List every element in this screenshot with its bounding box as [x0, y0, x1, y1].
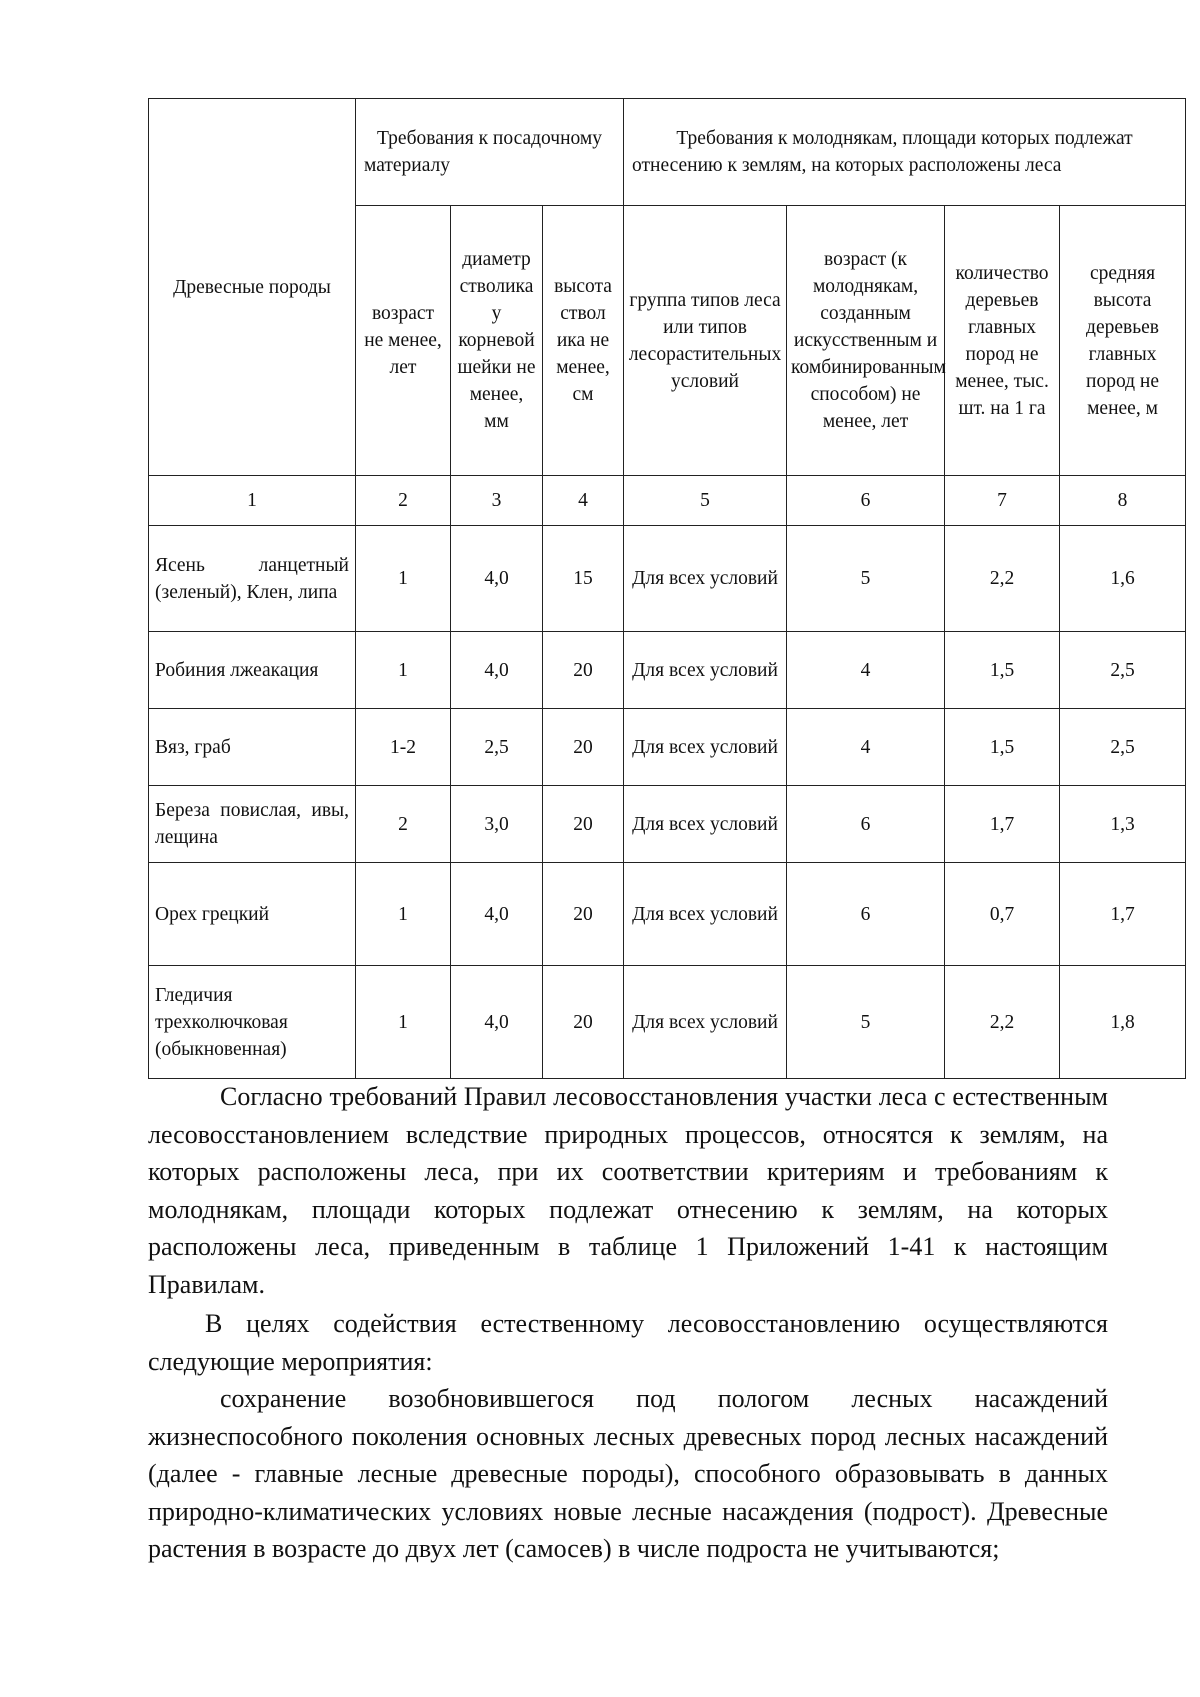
forest-group-cell: Для всех условий	[624, 526, 787, 632]
avg-height-cell: 1,6	[1060, 526, 1186, 632]
column-number: 2	[356, 476, 451, 526]
subheader-avg-height: средняя высота деревьев главных пород не менее, м	[1060, 206, 1186, 476]
young-age-cell: 4	[787, 709, 945, 786]
table-row	[149, 632, 1186, 709]
diameter-cell: 4,0	[451, 526, 543, 632]
column-number: 7	[945, 476, 1060, 526]
age-cell: 1	[356, 632, 451, 709]
column-number-row	[149, 476, 1186, 526]
diameter-cell: 4,0	[451, 632, 543, 709]
young-age-cell: 6	[787, 863, 945, 966]
paragraph: Согласно требований Правил лесовосстановления участки леса с естественным лесовосстановлением вследствие природных процессов, относятся к землям, на которых расположены леса, при их соответствии критериям и требованиям к молоднякам, площади которых подлежат отнесению к землям, на которых расположены леса, приведенным в таблице 1 Приложений 1-41 к настоящим Правилам.	[148, 1082, 1108, 1299]
column-number: 5	[624, 476, 787, 526]
avg-height-cell: 2,5	[1060, 632, 1186, 709]
forest-group-cell: Для всех условий	[624, 966, 787, 1079]
forest-group-cell: Для всех условий	[624, 786, 787, 863]
young-stands-header: Требования к молоднякам, площади которых подлежат отнесению к землям, на которых расположены леса	[624, 99, 1186, 206]
height-cell: 20	[543, 966, 624, 1079]
young-age-cell: 5	[787, 526, 945, 632]
table-row	[149, 786, 1186, 863]
subheader-stem-height: высота ствол ика не менее, см	[543, 206, 624, 476]
requirements-table	[148, 98, 1186, 1079]
table-row	[149, 863, 1186, 966]
body-text	[148, 1078, 1108, 1568]
paragraph: сохранение возобновившегося под пологом лесных насаждений жизнеспособного поколения основных лесных древесных пород лесных насаждений (далее - главные лесные древесные породы), способного образовывать в данных природно-климатических условиях новые лесные насаждения (подрост). Древесные растения в возрасте до двух лет (самосев) в числе подроста не учитываются;	[148, 1384, 1108, 1563]
age-cell: 1	[356, 863, 451, 966]
height-cell: 20	[543, 863, 624, 966]
height-cell: 20	[543, 632, 624, 709]
height-cell: 20	[543, 709, 624, 786]
count-cell: 0,7	[945, 863, 1060, 966]
table-row	[149, 966, 1186, 1079]
avg-height-cell: 2,5	[1060, 709, 1186, 786]
column-number: 8	[1060, 476, 1186, 526]
avg-height-cell: 1,8	[1060, 966, 1186, 1079]
forest-group-cell: Для всех условий	[624, 632, 787, 709]
age-cell: 1	[356, 966, 451, 1079]
forest-group-cell: Для всех условий	[624, 863, 787, 966]
column-number: 3	[451, 476, 543, 526]
table-row	[149, 709, 1186, 786]
count-cell: 2,2	[945, 966, 1060, 1079]
species-cell: Береза повислая, ивы, лещина	[149, 786, 356, 863]
column-number: 6	[787, 476, 945, 526]
young-age-cell: 6	[787, 786, 945, 863]
diameter-cell: 2,5	[451, 709, 543, 786]
subheader-tree-count: количество деревьев главных пород не менее, тыс. шт. на 1 га	[945, 206, 1060, 476]
diameter-cell: 4,0	[451, 863, 543, 966]
young-age-cell: 4	[787, 632, 945, 709]
avg-height-cell: 1,3	[1060, 786, 1186, 863]
age-cell: 2	[356, 786, 451, 863]
subheader-forest-group: группа типов леса или типов лесорастительных условий	[624, 206, 787, 476]
count-cell: 1,5	[945, 632, 1060, 709]
species-cell: Вяз, граб	[149, 709, 356, 786]
subheader-age: возраст не менее, лет	[356, 206, 451, 476]
species-cell: Орех грецкий	[149, 863, 356, 966]
species-column-header: Древесные породы	[149, 99, 356, 476]
count-cell: 1,5	[945, 709, 1060, 786]
species-cell: Ясень ланцетный (зеленый), Клен, липа	[149, 526, 356, 632]
forest-group-cell: Для всех условий	[624, 709, 787, 786]
height-cell: 15	[543, 526, 624, 632]
count-cell: 1,7	[945, 786, 1060, 863]
avg-height-cell: 1,7	[1060, 863, 1186, 966]
count-cell: 2,2	[945, 526, 1060, 632]
age-cell: 1-2	[356, 709, 451, 786]
planting-material-header: Требования к посадочному материалу	[356, 99, 624, 206]
column-number: 4	[543, 476, 624, 526]
paragraph: В целях содействия естественному лесовосстановлению осуществляются следующие мероприятия:	[148, 1309, 1108, 1376]
diameter-cell: 4,0	[451, 966, 543, 1079]
height-cell: 20	[543, 786, 624, 863]
diameter-cell: 3,0	[451, 786, 543, 863]
age-cell: 1	[356, 526, 451, 632]
subheader-young-age: возраст (к молоднякам, созданным искусственным и комбинированным способом) не менее, лет	[787, 206, 945, 476]
species-cell: Гледичия трехколючковая (обыкновенная)	[149, 966, 356, 1079]
species-cell: Робиния лжеакация	[149, 632, 356, 709]
column-number: 1	[149, 476, 356, 526]
table-row	[149, 526, 1186, 632]
young-age-cell: 5	[787, 966, 945, 1079]
subheader-diameter: диаметр стволика у корневой шейки не менее, мм	[451, 206, 543, 476]
